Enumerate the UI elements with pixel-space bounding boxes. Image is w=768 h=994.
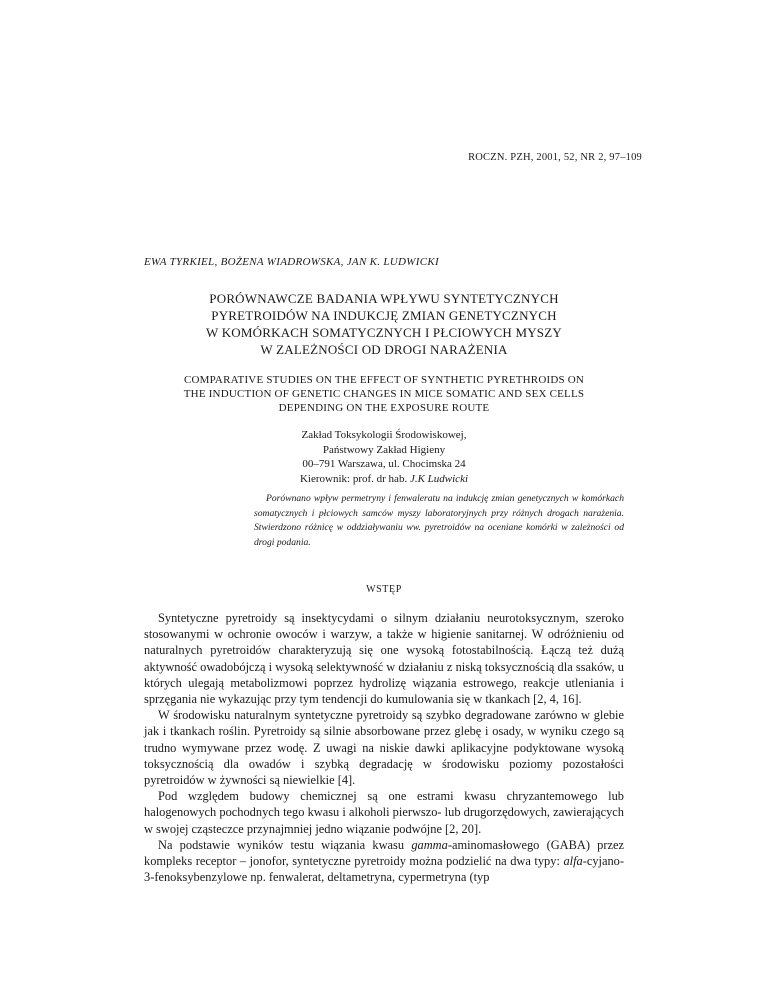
title-polish-line: W KOMÓRKACH SOMATYCZNYCH I PŁCIOWYCH MYSZY <box>206 325 562 340</box>
paragraph-italic-term: alfa <box>563 854 583 869</box>
title-english-line: COMPARATIVE STUDIES ON THE EFFECT OF SYNTHETIC PYRETHROIDS ON <box>183 374 585 386</box>
title-english-line: DEPENDING ON THE EXPOSURE ROUTE <box>278 402 490 414</box>
author-list: EWA TYRKIEL, BOŻENA WIADROWSKA, JAN K. LUDWICKI <box>144 256 439 268</box>
paragraph-text: Na podstawie wyników testu wiązania kwasu <box>158 837 412 852</box>
affiliation-department: Zakład Toksykologii Środowiskowej, <box>301 429 467 441</box>
title-english-line: THE INDUCTION OF GENETIC CHANGES IN MICE SOMATIC AND SEX CELLS <box>183 388 585 400</box>
journal-reference: ROCZN. PZH, 2001, 52, NR 2, 97–109 <box>468 152 642 163</box>
body-text <box>144 610 624 885</box>
title-polish-line: W ZALEŻNOŚCI OD DROGI NARAŻENIA <box>260 342 508 357</box>
paragraph: W środowisku naturalnym syntetyczne pyretroidy są szybko degradowane zarówno w glebie jak i tkankach roślin. Pyretroidy są silnie absorbowane przez glebę i osady, w wyniku czego są trudno wymywane przez wodę. Z uwagi na niskie dawki aplikacyjne podyktowane wysoką toksycznością dla owadów i szybką degradację w środowisku poziomy pozostałości pyretroidów w żywności są niewielkie [4]. <box>144 708 624 788</box>
paragraph-text: -aminomasłowego (GABA) przez kompleks receptor – jonofor, syntetyczne pyretroidy można podzielić na dwa typy: <box>144 837 624 869</box>
paragraph-text: -cyjano-3-fenoksybenzylowe np. fenwalerat, deltametryna, cypermetryna (typ <box>144 854 624 885</box>
paragraph <box>144 837 624 886</box>
abstract: Porównano wpływ permetryny i fenwaleratu na indukcję zmian genetycznych w komórkach somatycznych i płciowych samców myszy laboratoryjnych przy różnych drogach narażenia. Stwierdzono różnicę w oddziaływaniu ww. pyretroidów na oceniane komórki w zależności od drogi podania. <box>254 493 624 548</box>
title-polish-line: PORÓWNAWCZE BADANIA WPŁYWU SYNTETYCZNYCH <box>209 291 559 306</box>
paragraph-italic-term: gamma <box>411 837 448 852</box>
paragraph: Syntetyczne pyretroidy są insektycydami o silnym działaniu neurotoksycznym, szeroko stosowanymi w ochronie owoców i warzyw, a także w higienie sanitarnej. W odróżnieniu od naturalnych pyretroidów charakteryzują się one wysoką fotostabilnością. Łączą też dużą aktywność owadobójczą i wysoką selektywność w działaniu z niską toksycznością dla ssaków, u których ulegają metabolizmowi poprzez hydrolizę wiązania estrowego, reakcje utleniania i sprzęgania nie wykazując przy tym tendencji do kumulowania się w tkankach [2, 4, 16]. <box>144 611 624 707</box>
affiliation-head <box>0 472 768 487</box>
affiliation-head-prefix: Kierownik: prof. dr hab. <box>299 472 410 485</box>
section-heading: WSTĘP <box>366 584 402 595</box>
affiliation-institute: Państwowy Zakład Higieny <box>322 443 446 456</box>
title-polish-line: PYRETROIDÓW NA INDUKCJĘ ZMIAN GENETYCZNYCH <box>211 308 557 323</box>
affiliation-address: 00–791 Warszawa, ul. Chocimska 24 <box>302 458 466 470</box>
paragraph: Pod względem budowy chemicznej są one estrami kwasu chryzantemowego lub halogenowych pochodnych tego kwasu i alkoholi pierwszo- lub drugorzędowych, zawierających w swojej cząsteczce przynajmniej jedno wiązanie podwójne [2, 20]. <box>144 789 624 836</box>
affiliation-head-name: J.K Ludwicki <box>409 472 469 485</box>
affiliation <box>0 428 768 486</box>
title-polish <box>0 290 768 358</box>
title-english <box>0 373 768 415</box>
